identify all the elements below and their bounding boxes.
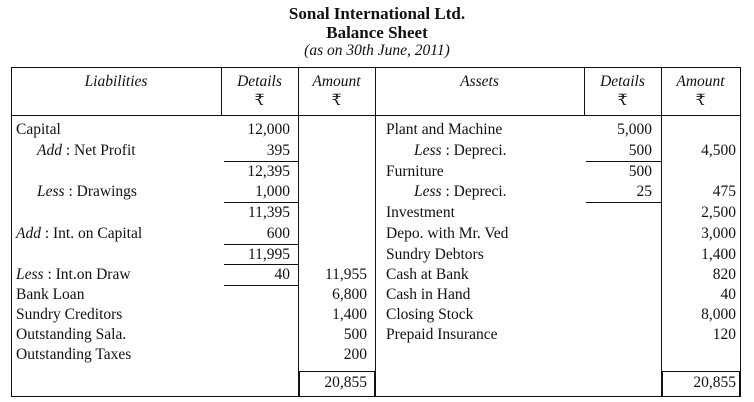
amount-value: 11,955 xyxy=(324,266,367,283)
details-value: 12,000 xyxy=(247,121,290,138)
rupee-symbol: ₹ xyxy=(331,92,342,109)
header-details-left: Details xyxy=(237,73,282,90)
rupee-symbol: ₹ xyxy=(695,92,706,109)
details-value: 600 xyxy=(266,225,290,242)
amount-value: 475 xyxy=(712,183,736,200)
details-value: 5,000 xyxy=(617,121,652,138)
details-value: 11,995 xyxy=(247,246,290,263)
list-item: Sundry Creditors xyxy=(16,306,123,323)
list-item: Prepaid Insurance xyxy=(386,326,498,343)
list-item: Bank Loan xyxy=(16,286,85,303)
list-item: Sundry Debtors xyxy=(386,246,484,263)
left-border xyxy=(11,67,12,397)
list-item: Add : Int. on Capital xyxy=(16,225,143,242)
amount-value: 2,500 xyxy=(701,204,736,221)
header-liabilities: Liabilities xyxy=(84,73,148,90)
list-item: Add : Net Profit xyxy=(37,142,136,159)
amount-value: 120 xyxy=(712,326,736,343)
amount-value: 1,400 xyxy=(332,306,367,323)
assets-total: 20,855 xyxy=(693,374,736,391)
list-item: Plant and Machine xyxy=(386,121,503,138)
list-item: Outstanding Sala. xyxy=(16,326,127,343)
details-value: 395 xyxy=(266,142,290,159)
header-assets: Assets xyxy=(460,73,499,90)
subtotal-rule xyxy=(586,202,661,203)
amount-value: 500 xyxy=(343,326,367,343)
list-item: Furniture xyxy=(386,163,444,180)
list-item: Depo. with Mr. Ved xyxy=(386,225,509,242)
list-item: Less : Drawings xyxy=(37,183,137,200)
details-value: 11,395 xyxy=(247,204,290,221)
details-value: 500 xyxy=(628,142,652,159)
details-value: 500 xyxy=(628,163,652,180)
header-amount-left: Amount xyxy=(312,73,361,90)
col-divider-5 xyxy=(661,67,662,397)
col-divider-3 xyxy=(375,67,376,397)
header-amount-right: Amount xyxy=(676,73,725,90)
details-value: 12,395 xyxy=(247,163,290,180)
amount-value: 1,400 xyxy=(701,246,736,263)
company-name: Sonal International Ltd. xyxy=(288,4,466,23)
amount-value: 200 xyxy=(343,346,367,363)
details-value: 1,000 xyxy=(255,183,290,200)
list-item: Investment xyxy=(386,204,455,221)
details-value: 40 xyxy=(274,266,290,283)
amount-value: 3,000 xyxy=(701,225,736,242)
list-item: Capital xyxy=(16,121,61,138)
right-border xyxy=(740,67,741,397)
details-value: 25 xyxy=(636,183,652,200)
amount-value: 4,500 xyxy=(701,142,736,159)
list-item: Outstanding Taxes xyxy=(16,346,132,363)
rupee-symbol: ₹ xyxy=(254,92,265,109)
document-title: Balance Sheet xyxy=(326,23,428,42)
liabilities-total: 20,855 xyxy=(324,374,367,391)
amount-value: 40 xyxy=(720,286,736,303)
list-item: Less : Depreci. xyxy=(414,183,507,200)
col-divider-2 xyxy=(298,67,299,397)
list-item: Cash at Bank xyxy=(386,266,469,283)
amount-value: 6,800 xyxy=(332,286,367,303)
rupee-symbol: ₹ xyxy=(617,92,628,109)
list-item: Cash in Hand xyxy=(386,286,471,303)
amount-value: 820 xyxy=(712,266,736,283)
list-item: Less : Depreci. xyxy=(414,142,507,159)
subtotal-rule xyxy=(224,285,298,286)
list-item: Less : Int.on Draw xyxy=(16,266,131,283)
header-details-right: Details xyxy=(600,73,645,90)
list-item: Closing Stock xyxy=(386,306,474,323)
date-line: (as on 30th June, 2011) xyxy=(304,42,450,59)
amount-value: 8,000 xyxy=(701,306,736,323)
